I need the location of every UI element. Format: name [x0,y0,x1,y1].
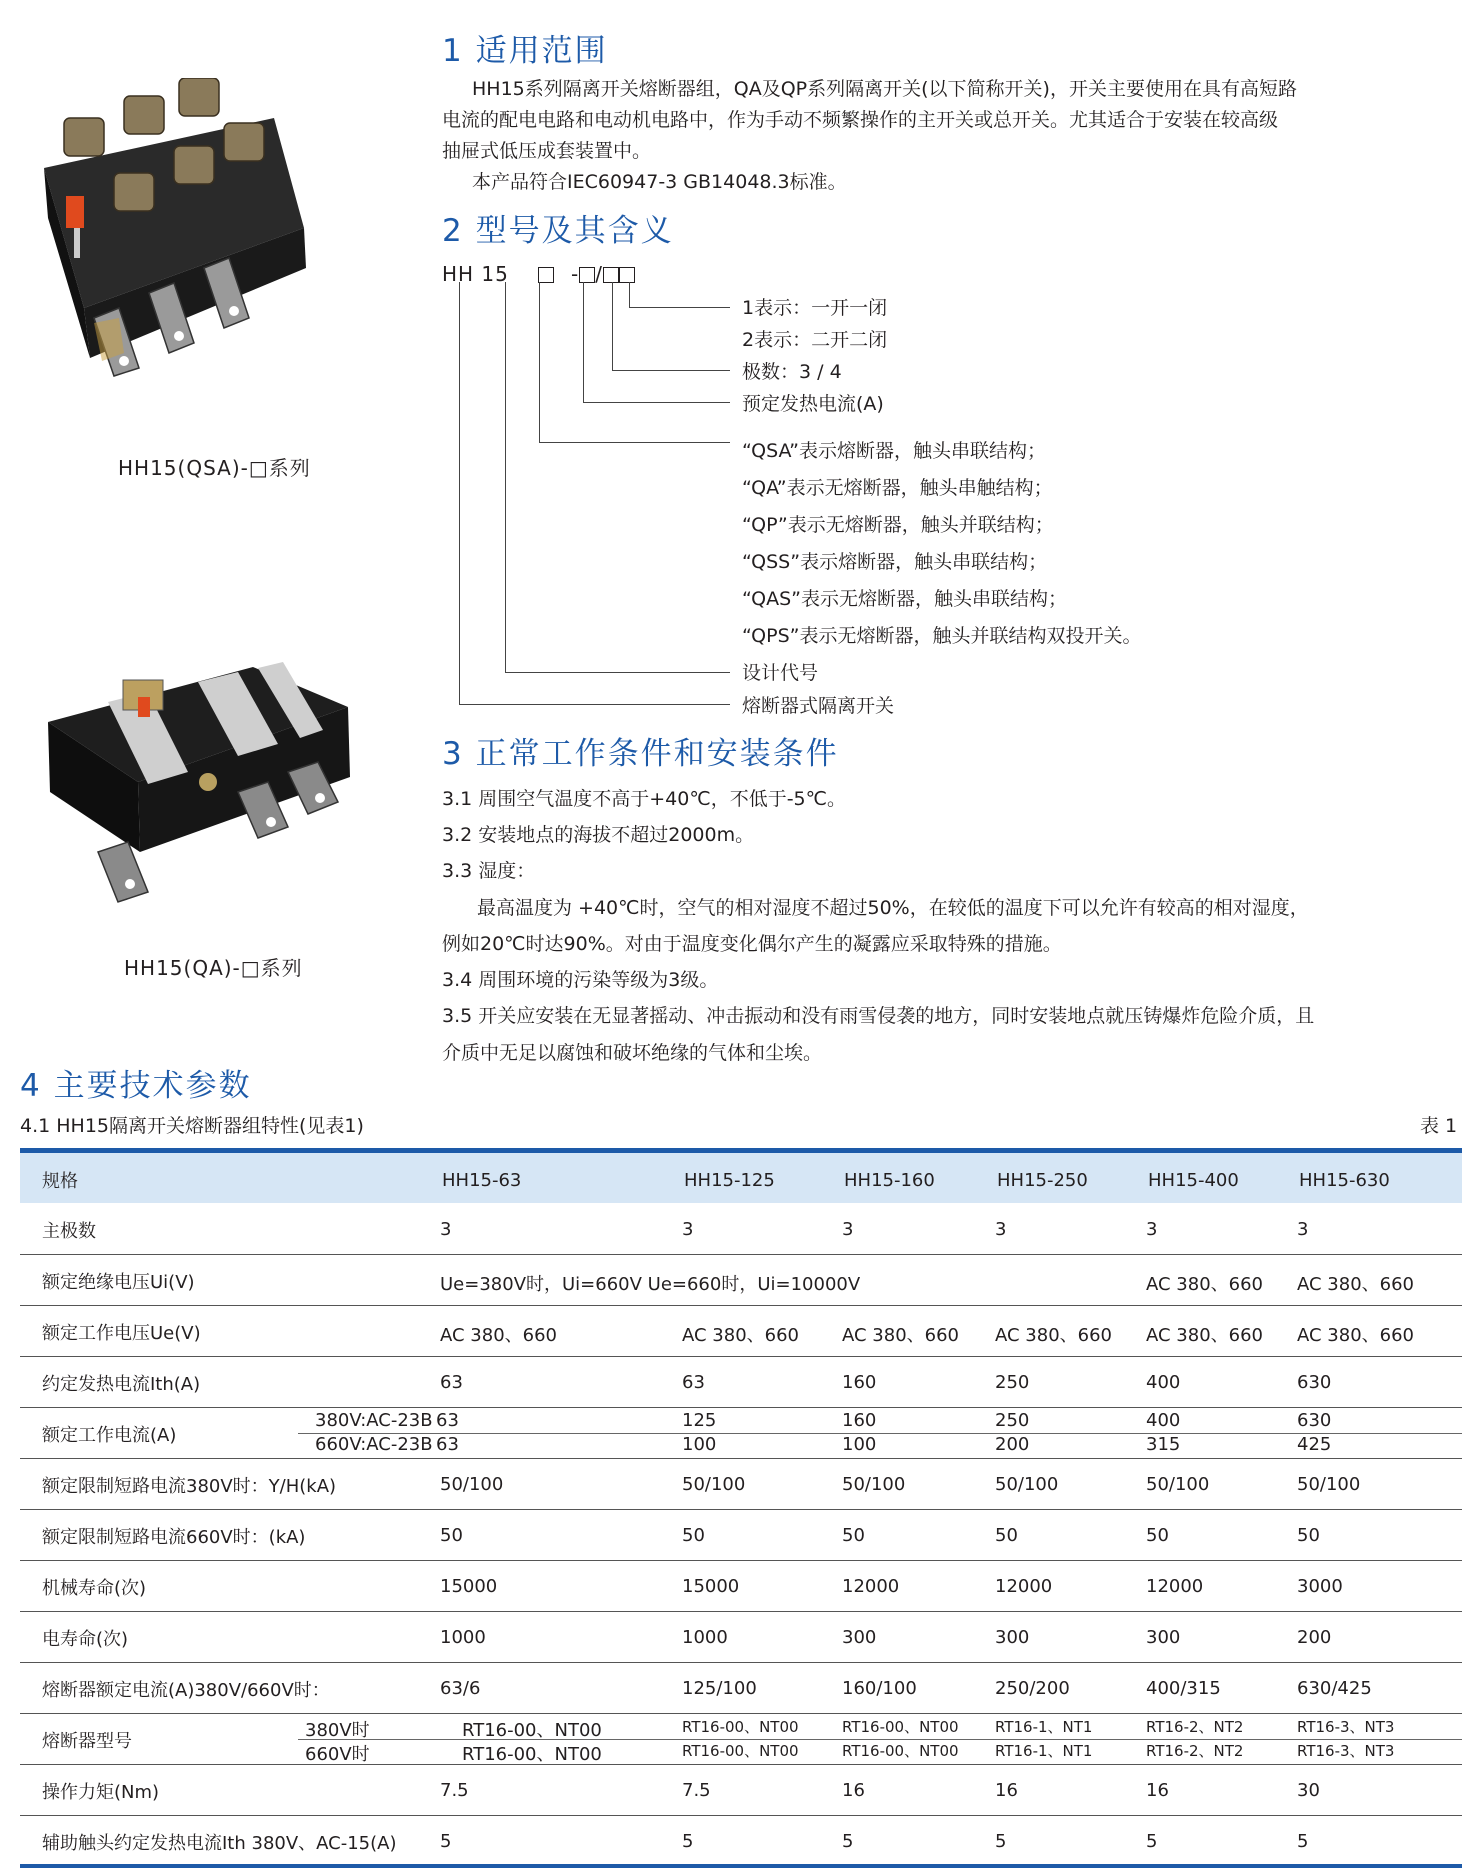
table-cell: 30 [1297,1780,1320,1801]
table-cell: AC 380、660 [1297,1274,1414,1295]
table-row [20,1407,1462,1459]
row-label: 额定工作电流(A) [42,1425,177,1446]
header-cell: HH15-630 [1299,1170,1390,1191]
section4-subtitle: 4.1 HH15隔离开关熔断器组特性(见表1) [20,1115,364,1137]
table-cell: 3 [1297,1219,1309,1240]
table-cell: 3 [1146,1219,1158,1240]
code-slash: / [595,262,603,286]
table-cell: AC 380、660 [1146,1325,1263,1346]
table-row [20,1662,1462,1714]
legend-item: 熔断器式隔离开关 [742,695,895,717]
section1-title: 1 适用范围 [442,33,608,69]
table-cell: 50 [995,1525,1018,1546]
table-cell: 250/200 [995,1678,1070,1699]
table-cell: 3 [995,1219,1007,1240]
legend-item: 预定发热电流(A) [742,393,884,415]
table-cell: 15000 [440,1576,498,1597]
table-row [20,1611,1462,1663]
header-cell: 规格 [42,1171,78,1192]
caption-qsa: HH15(QSA)-□系列 [118,456,311,480]
table-cell: 300 [995,1627,1030,1648]
table-cell: 63 [436,1434,459,1455]
row-label: 主极数 [42,1221,96,1242]
table-cell: 400 [1146,1410,1181,1431]
table-cell: RT16-00、NT00 [842,1718,959,1736]
table-cell: RT16-1、NT1 [995,1718,1093,1736]
table-cell: RT16-00、NT00 [462,1720,602,1741]
table-cell: AC 380、660 [1146,1274,1263,1295]
table-cell: 250 [995,1410,1030,1431]
section1-line: 抽屉式低压成套装置中。 [442,140,652,162]
product-photo-qa [38,652,358,907]
sub-row-label: 380V时 [305,1720,370,1741]
table-cell: 5 [1146,1831,1158,1852]
table-cell: RT16-00、NT00 [462,1744,602,1765]
table-row [20,1713,1462,1765]
table-cell: 50 [842,1525,865,1546]
table-row [20,1458,1462,1510]
table-cell: RT16-3、NT3 [1297,1742,1395,1760]
table-row [20,1356,1462,1408]
table-cell: 5 [995,1831,1007,1852]
table-cell: AC 380、660 [995,1325,1112,1346]
table-cell: AC 380、660 [440,1325,557,1346]
table-cell: 12000 [995,1576,1053,1597]
table-cell: 100 [682,1434,717,1455]
row-label: 辅助触头约定发热电流Ith 380V、AC-15(A) [42,1833,397,1854]
table-cell: 630 [1297,1372,1332,1393]
table-cell: 50/100 [440,1474,504,1495]
header-cell: HH15-400 [1148,1170,1239,1191]
row-label: 熔断器型号 [42,1731,132,1752]
table-row [20,1305,1462,1357]
section1-line: 本产品符合IEC60947-3 GB14048.3标准。 [472,171,847,193]
table-cell: AC 380、660 [1297,1325,1414,1346]
table-cell: RT16-00、NT00 [842,1742,959,1760]
table-cell: RT16-1、NT1 [995,1742,1093,1760]
model-code-prefix: HH 15 [442,262,509,286]
table-cell: 5 [440,1831,452,1852]
table-cell: 50/100 [1297,1474,1361,1495]
header-cell: HH15-125 [684,1170,775,1191]
table-cell: 63 [436,1410,459,1431]
table-cell: RT16-00、NT00 [682,1742,799,1760]
section3-title: 3 正常工作条件和安装条件 [442,736,839,772]
table-cell: 16 [1146,1780,1169,1801]
table-cell: 7.5 [440,1780,469,1801]
caption-qa: HH15(QA)-□系列 [124,956,303,980]
table-cell: 50/100 [682,1474,746,1495]
contact-box [619,267,635,283]
legend-item: “QPS”表示无熔断器，触头并联结构双投开关。 [742,625,1142,647]
table-cell: 50 [682,1525,705,1546]
table-cell: 1000 [682,1627,728,1648]
table-cell: Ue=380V时，Ui=660V Ue=660时，Ui=10000V [440,1274,861,1295]
table-cell: 315 [1146,1434,1181,1455]
row-label: 额定限制短路电流380V时：Y/H(kA) [42,1476,337,1497]
table-cell: 100 [842,1434,877,1455]
table-cell: 160/100 [842,1678,917,1699]
section3-line: 介质中无足以腐蚀和破坏绝缘的气体和尘埃。 [442,1042,823,1064]
table-cell: 50 [440,1525,463,1546]
sub-row-label: 660V时 [305,1744,370,1765]
table-cell: 300 [842,1627,877,1648]
table-cell: 5 [842,1831,854,1852]
legend-item: “QSS”表示熔断器，触头串联结构； [742,551,1048,573]
section3-line: 3.4 周围环境的污染等级为3级。 [442,969,719,991]
table-cell: 160 [842,1410,877,1431]
legend-item: 2表示：二开二闭 [742,329,888,351]
row-label: 额定限制短路电流660V时：(kA) [42,1527,306,1548]
legend-item: “QSA”表示熔断器，触头串联结构； [742,440,1047,462]
table-cell: 425 [1297,1434,1332,1455]
section1-line: 电流的配电电路和电动机电路中，作为手动不频繁操作的主开关或总开关。尤其适合于安装在较高级 [442,109,1279,131]
section3-line: 3.5 开关应安装在无显著摇动、冲击振动和没有雨雪侵袭的地方，同时安装地点就压铸爆炸危险介质，且 [442,1005,1315,1027]
table-cell: 5 [1297,1831,1309,1852]
table-cell: RT16-2、NT2 [1146,1718,1244,1736]
legend-item: “QAS”表示无熔断器，触头串联结构； [742,588,1068,610]
section3-line: 3.2 安装地点的海拔不超过2000m。 [442,824,755,846]
header-cell: HH15-250 [997,1170,1088,1191]
table-cell: 1000 [440,1627,486,1648]
table-cell: 630 [1297,1410,1332,1431]
row-label: 熔断器额定电流(A)380V/660V时： [42,1680,330,1701]
legend-item: “QA”表示无熔断器，触头串触结构； [742,477,1053,499]
section4-title: 4 主要技术参数 [20,1068,252,1104]
table-cell: 200 [1297,1627,1332,1648]
section2-title: 2 型号及其含义 [442,213,674,249]
row-label: 约定发热电流Ith(A) [42,1374,201,1395]
table-cell: 125 [682,1410,717,1431]
type-box [538,267,554,283]
row-label: 额定工作电压Ue(V) [42,1323,201,1344]
table-cell: 630/425 [1297,1678,1372,1699]
table-row [20,1764,1462,1816]
table-cell: 400 [1146,1372,1181,1393]
sub-divider [298,1433,1462,1434]
table-cell: RT16-2、NT2 [1146,1742,1244,1760]
section3-line: 3.1 周围空气温度不高于+40℃，不低于-5℃。 [442,788,846,810]
isolating-switch-illustration [38,652,358,907]
section3-line: 例如20℃时达90%。对由于温度变化偶尔产生的凝露应采取特殊的措施。 [442,933,1062,955]
table-cell: 400/315 [1146,1678,1221,1699]
table-row [20,1815,1462,1867]
table-bottom-rule [20,1864,1462,1868]
header-cell: HH15-63 [442,1170,522,1191]
table-row [20,1560,1462,1612]
switch-fuse-illustration [24,78,324,378]
sub-row-label: 380V:AC-23B [315,1410,433,1431]
legend-item: “QP”表示无熔断器，触头并联结构； [742,514,1054,536]
table-cell: 3 [682,1219,694,1240]
table-cell: 300 [1146,1627,1181,1648]
table-cell: 7.5 [682,1780,711,1801]
legend-item: 极数：3 / 4 [742,361,842,383]
table-cell: 63 [682,1372,705,1393]
section3-line: 3.3 湿度： [442,860,536,882]
table-cell: 3 [842,1219,854,1240]
table-cell: AC 380、660 [682,1325,799,1346]
row-label: 操作力矩(Nm) [42,1782,160,1803]
table-cell: 12000 [1146,1576,1204,1597]
table-cell: 250 [995,1372,1030,1393]
table-row [20,1254,1462,1306]
table-cell: 50 [1297,1525,1320,1546]
table-cell: 16 [842,1780,865,1801]
table-cell: 160 [842,1372,877,1393]
leader-line [459,282,730,705]
section1-line: HH15系列隔离开关熔断器组，QA及QP系列隔离开关(以下简称开关)，开关主要使用在具有高短路 [472,78,1297,100]
table-cell: 50/100 [995,1474,1059,1495]
current-box [579,267,595,283]
table-cell: RT16-00、NT00 [682,1718,799,1736]
table-cell: RT16-3、NT3 [1297,1718,1395,1736]
header-cell: HH15-160 [844,1170,935,1191]
table-cell: 15000 [682,1576,740,1597]
table-cell: 50/100 [1146,1474,1210,1495]
table-cell: 63/6 [440,1678,481,1699]
code-separator: - [570,262,580,286]
table-cell: 125/100 [682,1678,757,1699]
table-cell: 12000 [842,1576,900,1597]
table-cell: 5 [682,1831,694,1852]
spec-table [20,1148,1462,1853]
table-cell: 50/100 [842,1474,906,1495]
row-label: 额定绝缘电压Ui(V) [42,1272,195,1293]
table-cell: 50 [1146,1525,1169,1546]
table-header-row [20,1153,1462,1203]
product-photo-qsa [24,78,324,378]
poles-box [603,267,619,283]
row-label: 机械寿命(次) [42,1578,147,1599]
table-cell: 200 [995,1434,1030,1455]
table-cell: 63 [440,1372,463,1393]
row-label: 电寿命(次) [42,1629,129,1650]
table-cell: 3 [440,1219,452,1240]
legend-item: 1表示：一开一闭 [742,297,888,319]
table-cell: AC 380、660 [842,1325,959,1346]
section3-line: 最高温度为 +40℃时，空气的相对湿度不超过50%，在较低的温度下可以允许有较高的相对湿度， [477,897,1309,919]
sub-row-label: 660V:AC-23B [315,1434,433,1455]
table-number: 表 1 [1420,1115,1458,1137]
legend-item: 设计代号 [742,662,819,684]
table-cell: 16 [995,1780,1018,1801]
table-row [20,1203,1462,1255]
table-row [20,1509,1462,1561]
table-cell: 3000 [1297,1576,1343,1597]
